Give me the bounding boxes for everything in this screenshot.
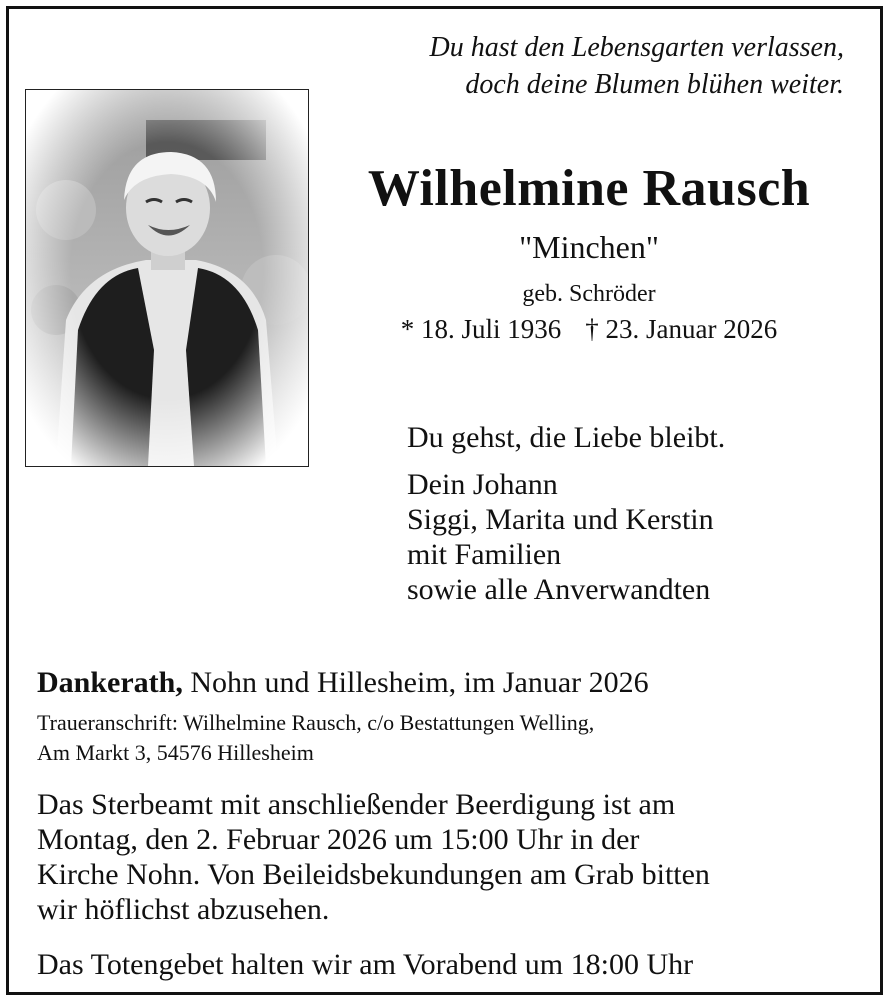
obituary-notice [6, 6, 883, 995]
birth-date: * 18. Juli 1936 [400, 314, 562, 344]
motto-line-1: Du hast den Lebensgarten verlassen, [429, 32, 844, 63]
mourner-line: sowie alle Anverwandten [407, 573, 711, 606]
deceased-name: Wilhelmine Rausch [367, 160, 811, 217]
motto-line-2: doch deine Blumen blühen weiter. [465, 69, 844, 100]
deceased-nickname: "Minchen" [519, 229, 659, 265]
place-town: Dankerath, [37, 666, 183, 699]
mourner-line: mit Familien [407, 538, 562, 571]
address-line-2: Am Markt 3, 54576 Hillesheim [37, 740, 314, 765]
mourner-line: Siggi, Marita und Kerstin [407, 503, 714, 536]
motto-verse [419, 29, 844, 103]
portrait-photo-icon [26, 90, 308, 466]
vigil-prayer-info: Das Totengebet halten wir am Vorabend um 18:00 Uhr [37, 948, 694, 981]
place-and-date [37, 665, 649, 701]
life-dates [354, 312, 824, 346]
place-rest: Nohn und Hillesheim, im Januar 2026 [182, 666, 649, 699]
mourning-address [37, 708, 594, 768]
death-date: † 23. Januar 2026 [585, 314, 778, 344]
mourner-line: Dein Johann [407, 468, 558, 501]
service-line: Montag, den 2. Februar 2026 um 15:00 Uhr in der [37, 823, 640, 856]
service-line: Kirche Nohn. Von Beileidsbekundungen am Grab bitten [37, 858, 710, 891]
mourners-list [407, 467, 714, 607]
service-line: Das Sterbeamt mit anschließender Beerdigung ist am [37, 788, 676, 821]
funeral-service-info [37, 787, 867, 927]
address-line-1: Traueranschrift: Wilhelmine Rausch, c/o Bestattungen Welling, [37, 710, 595, 735]
service-line: wir höflichst abzusehen. [37, 893, 330, 926]
birth-name: geb. Schröder [522, 281, 656, 307]
farewell-saying: Du gehst, die Liebe bleibt. [407, 421, 726, 454]
portrait-photo [25, 89, 309, 467]
